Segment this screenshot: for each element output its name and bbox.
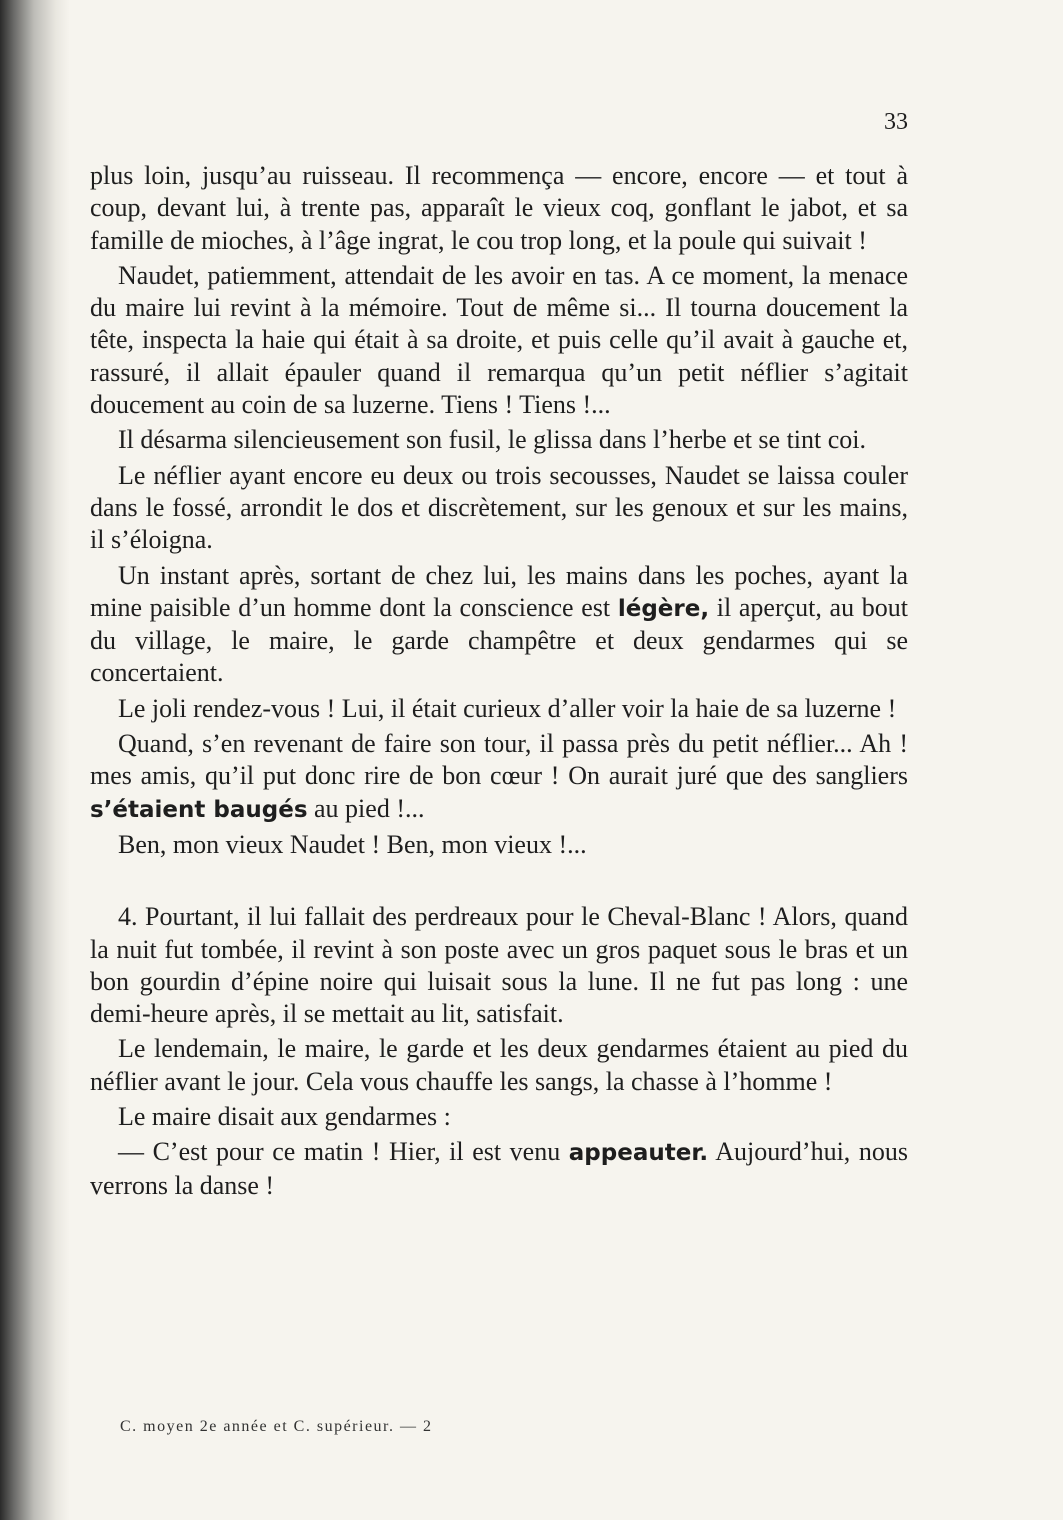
text-run: Il désarma silencieusement son fusil, le glissa dans l’herbe et se tint coi. — [118, 425, 867, 455]
paragraph — [90, 901, 908, 1030]
text-run: Le joli rendez-vous ! Lui, il était curieux d’aller voir la haie de sa luzerne ! — [118, 693, 897, 723]
paragraph — [90, 1101, 908, 1133]
paragraph — [90, 460, 908, 557]
paragraph — [90, 829, 908, 861]
paragraph — [90, 1033, 908, 1098]
paragraph — [90, 560, 908, 690]
page-footer: C. moyen 2e année et C. supérieur. — 2 — [120, 1418, 433, 1435]
text-run: plus loin, jusqu’au ruisseau. Il recommença — encore, encore — et tout à coup, devant lui, à trente pas, apparaît le vieux coq, gonflant le jabot, et sa famille de mioches, à l’âge ingrat, le cou trop long, et la poule qui suivait ! — [90, 161, 908, 255]
text-run: 4. Pourtant, il lui fallait des perdreaux pour le Cheval-Blanc ! Alors, quand la nuit fut tombée, il revint à son poste avec un gros paquet sous le bras et un bon gourdin d’épine noire qui luisait sous la lune. Il ne fut pas long : une demi-heure après, il se mettait au lit, satisfait. — [90, 902, 908, 1029]
text-run: Le maire disait aux gendarmes : — [118, 1102, 451, 1132]
text-run: Ben, mon vieux Naudet ! Ben, mon vieux !... — [118, 829, 587, 859]
bold-term: s’étaient baugés — [90, 796, 308, 823]
text-run: au pied !... — [307, 793, 425, 823]
text-run: — C’est pour ce matin ! Hier, il est venu — [118, 1137, 569, 1167]
page-number: 33 — [884, 109, 908, 135]
bold-term: appeauter. — [568, 1140, 709, 1167]
text-run: Quand, s’en revenant de faire son tour, il passa près du petit néflier... Ah ! mes amis, qu’il put donc rire de bon cœur ! On aurait juré que des sangliers — [90, 729, 908, 791]
text-run: Un instant après, sortant de chez lui, les mains dans les poches, ayant la mine paisible d’un homme dont la conscience est — [90, 560, 908, 622]
paragraph — [90, 424, 908, 456]
paragraph — [90, 693, 908, 725]
text-run: Le lendemain, le maire, le garde et les deux gendarmes étaient au pied du néflier avant le jour. Cela vous chauffe les sangs, la chasse à l’homme ! — [90, 1034, 908, 1096]
paragraph — [90, 728, 908, 826]
paragraph — [90, 1136, 908, 1202]
bold-term: légère, — [617, 595, 710, 622]
paragraph — [90, 260, 908, 421]
text-run: Aujourd’hui, nous verrons la danse ! — [90, 1137, 908, 1200]
text-run: Naudet, patiemment, attendait de les avoir en tas. A ce moment, la menace du maire lui revint à la mémoire. Tout de même si... Il tourna doucement la tête, inspecta la haie qui était à sa droite, et puis celle qu’il avait à gauche et, rassuré, il allait épauler quand il remarqua qu’un petit néflier s’agitait doucement au coin de sa luzerne. Tiens ! Tiens !... — [90, 260, 908, 420]
text-run: il aperçut, au bout du village, le maire, le garde champêtre et deux gendarmes qui se concertaient. — [90, 592, 908, 688]
body-text — [90, 160, 908, 1202]
paragraph — [90, 160, 908, 257]
text-run: Le néflier ayant encore eu deux ou trois secousses, Naudet se laissa couler dans le fossé, arrondit le dos et discrètement, sur les genoux et sur les mains, il s’éloigna. — [90, 460, 908, 555]
book-gutter-shadow — [0, 0, 70, 1520]
